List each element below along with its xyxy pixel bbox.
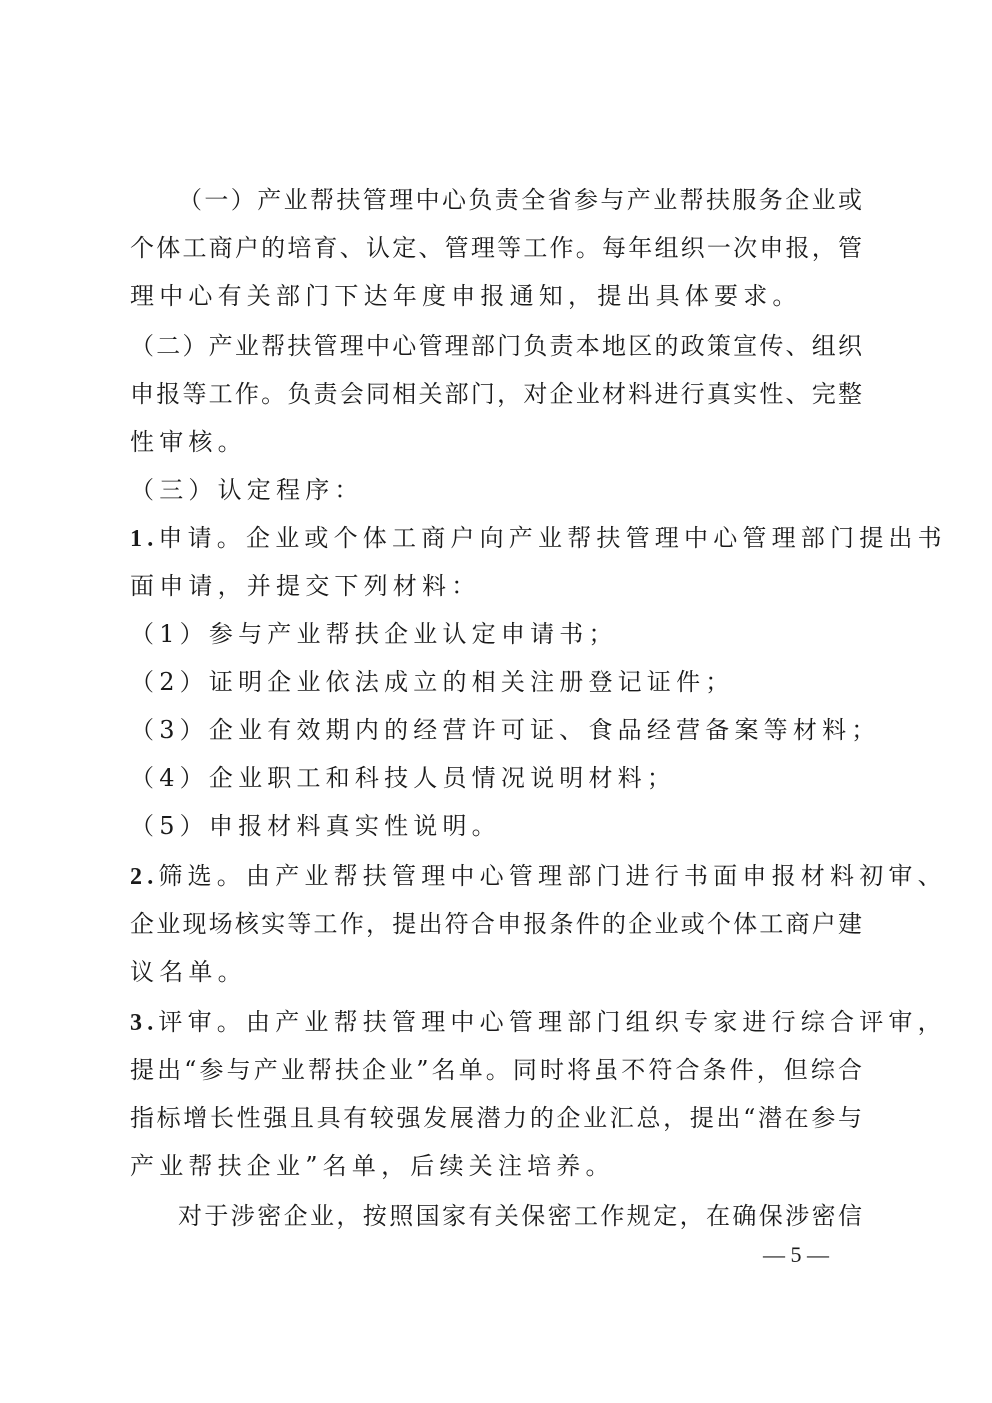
material-item-5: （5）申报材料真实性说明。 — [130, 812, 501, 840]
step-1-line-1 — [130, 514, 947, 562]
step-3-line-1 — [130, 998, 947, 1046]
paragraph-2-line-1: （二）产业帮扶管理中心管理部门负责本地区的政策宣传、组织 — [130, 332, 862, 360]
step-2-line-2: 企业现场核实等工作，提出符合申报条件的企业或个体工商户建 — [130, 910, 862, 938]
material-item-4: （4）企业职工和科技人员情况说明材料； — [130, 764, 677, 792]
step-number-2: 2. — [130, 864, 159, 890]
paragraph-1-line-2: 个体工商户的培育、认定、管理等工作。每年组织一次申报，管 — [130, 234, 862, 262]
paragraph-2-line-3: 性审核。 — [130, 428, 247, 456]
material-item-3: （3）企业有效期内的经营许可证、食品经营备案等材料； — [130, 716, 881, 744]
material-item-2: （2）证明企业依法成立的相关注册登记证件； — [130, 668, 735, 696]
page-number: — 5 — — [763, 1242, 829, 1267]
step-2-line-3: 议名单。 — [130, 958, 247, 986]
paragraph-2-line-2: 申报等工作。负责会同相关部门，对企业材料进行真实性、完整 — [130, 380, 862, 408]
step-1-line-2: 面申请，并提交下列材料： — [130, 572, 481, 600]
step-number-3: 3. — [130, 1010, 159, 1036]
step-1-text: 申请。企业或个体工商户向产业帮扶管理中心管理部门提出书 — [158, 524, 947, 552]
step-2-line-1 — [130, 852, 947, 900]
paragraph-1-line-3: 理中心有关部门下达年度申报通知，提出具体要求。 — [130, 282, 802, 310]
paragraph-1-line-1: （一）产业帮扶管理中心负责全省参与产业帮扶服务企业或 — [178, 186, 862, 214]
section-heading-procedure: （三）认定程序： — [130, 476, 364, 504]
step-3-text: 评审。由产业帮扶管理中心管理部门组织专家进行综合评审， — [158, 1008, 947, 1036]
step-3-line-4: 产业帮扶企业”名单，后续关注培养。 — [130, 1152, 615, 1180]
step-3-line-2: 提出“参与产业帮扶企业”名单。同时将虽不符合条件，但综合 — [130, 1056, 862, 1084]
closing-paragraph-line-1: 对于涉密企业，按照国家有关保密工作规定，在确保涉密信 — [178, 1202, 862, 1230]
step-number-1: 1. — [130, 526, 159, 552]
step-2-text: 筛选。由产业帮扶管理中心管理部门进行书面申报材料初审、 — [158, 862, 947, 890]
material-item-1: （1）参与产业帮扶企业认定申请书； — [130, 620, 618, 648]
step-3-line-3: 指标增长性强且具有较强发展潜力的企业汇总，提出“潜在参与 — [130, 1104, 862, 1132]
